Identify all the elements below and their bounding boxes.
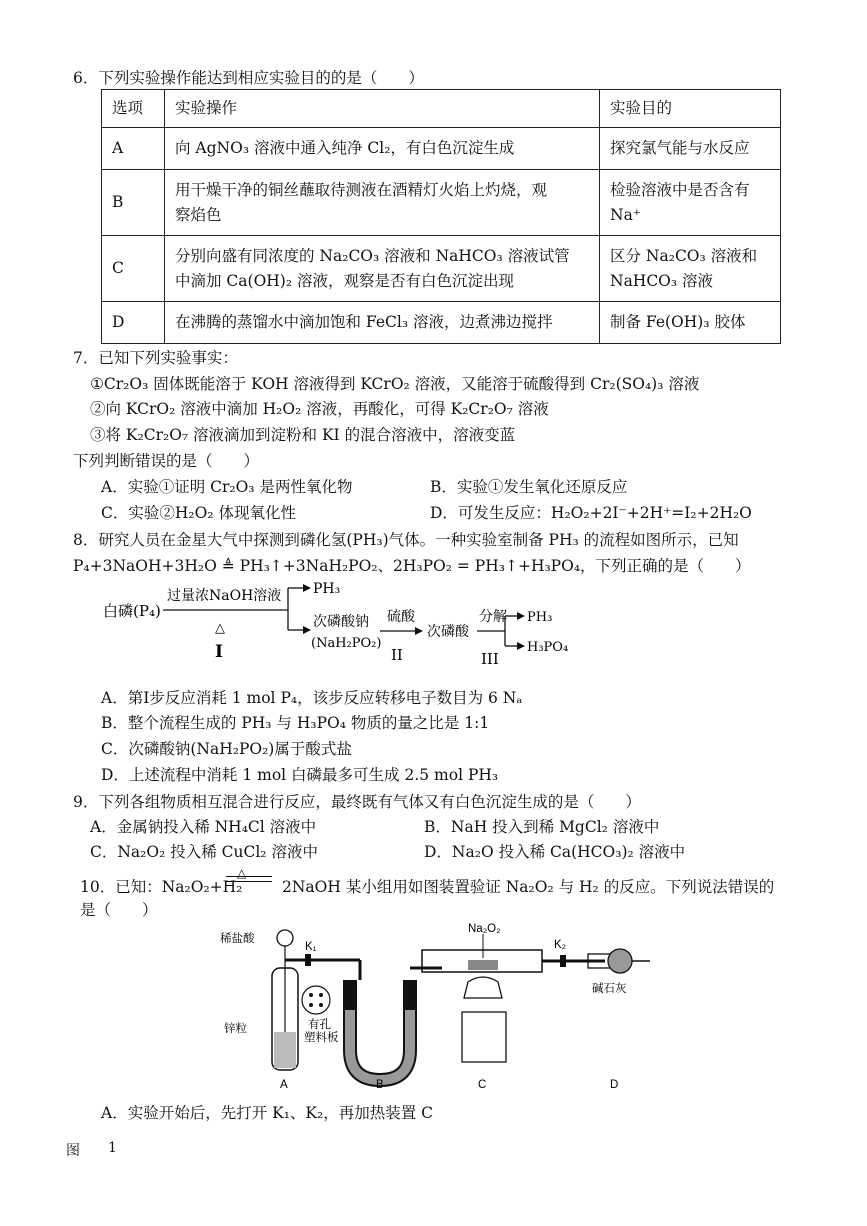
label-zn: 锌粒 — [224, 1023, 247, 1035]
row-option: A — [102, 128, 165, 170]
row-option: D — [102, 302, 165, 344]
row-option: B — [102, 170, 165, 236]
row-aim: 区分 Na₂CO₃ 溶液和 NaHCO₃ 溶液 — [600, 236, 781, 302]
u-tube-b — [350, 980, 410, 1080]
q8-option-b: B．整个流程生成的 PH₃ 与 H₃PO₄ 物质的量之比是 1:1 — [101, 714, 490, 732]
reaction-bar — [226, 881, 272, 882]
q7-ask: 下列判断错误的是（ ） — [73, 452, 260, 470]
reaction-bar — [226, 876, 272, 877]
row-operation: 用干燥干净的铜丝蘸取待测液在酒精灯火焰上灼烧，观 察焰色 — [165, 170, 600, 236]
arrow-head — [303, 626, 311, 634]
q9-option-d: D．Na₂O 投入稀 Ca(HCO₃)₂ 溶液中 — [424, 843, 686, 861]
q7-fact-1: ①Cr₂O₃ 固体既能溶于 KOH 溶液得到 KCrO₂ 溶液，又能溶于硫酸得到 Cr₂(SO₄)₃ 溶液 — [90, 375, 700, 393]
flow-prod2: H₃PO₄ — [527, 640, 569, 655]
valve-k2 — [560, 955, 566, 967]
table-row — [102, 302, 781, 344]
row-option: C — [102, 236, 165, 302]
q10-stem-b: 2NaOH 某小组用如图装置验证 Na₂O₂ 与 H₂ 的反应。下列说法错误的 — [282, 878, 775, 896]
footer-left: 图 — [66, 1143, 80, 1159]
q7-option-c: C．实验②H₂O₂ 体现氧化性 — [101, 504, 296, 522]
q7-fact-2: ②向 KCrO₂ 溶液中滴加 H₂O₂ 溶液，再酸化，可得 K₂Cr₂O₇ 溶液 — [90, 400, 549, 418]
q8-option-c: C．次磷酸钠(NaH₂PO₂)属于酸式盐 — [101, 740, 352, 758]
row-aim: 探究氯气能与水反应 — [600, 128, 781, 170]
label-na2o2: Na₂O₂ — [468, 923, 501, 935]
q8-option-d: D．上述流程中消耗 1 mol 白磷最多可生成 2.5 mol PH₃ — [101, 766, 499, 784]
label-plate-1: 有孔 — [308, 1019, 331, 1031]
table-row — [102, 170, 781, 236]
valve-k1 — [305, 954, 311, 966]
arrow-head — [517, 612, 525, 620]
label-k1: K₁ — [305, 941, 317, 953]
row-aim: 检验溶液中是否含有 Na⁺ — [600, 170, 781, 236]
flow-acid: 次磷酸 — [427, 624, 469, 640]
flow-step2-reagent: 硫酸 — [387, 609, 415, 625]
label-b: B — [376, 1079, 384, 1091]
label-k2: K₂ — [554, 939, 567, 951]
alcohol-lamp — [464, 977, 502, 998]
flow-step2-num: II — [391, 646, 403, 664]
arrow-head — [415, 627, 423, 635]
flow-step3-num: III — [481, 650, 499, 666]
q8-flow-diagram — [95, 574, 615, 666]
q10-cond: △ — [237, 866, 247, 880]
label-hcl: 稀盐酸 — [220, 933, 255, 945]
q6-stem: 6．下列实验操作能达到相应实验目的的是（ ） — [73, 69, 424, 87]
q9-option-c: C．Na₂O₂ 投入稀 CuCl₂ 溶液中 — [90, 843, 318, 861]
arrow-head — [517, 642, 525, 650]
flow-step3-reagent: 分解 — [479, 609, 507, 625]
label-plate-2: 塑料板 — [304, 1032, 339, 1044]
table-header-option: 选项 — [102, 90, 165, 128]
row-operation: 向 AgNO₃ 溶液中通入纯净 Cl₂，有白色沉淀生成 — [165, 128, 600, 170]
wood-block — [462, 1012, 506, 1062]
table-header-operation: 实验操作 — [165, 90, 600, 128]
soda-lime-ball — [608, 949, 632, 973]
label-soda-lime: 碱石灰 — [592, 983, 627, 995]
q10-stem-2: 是（ ） — [80, 901, 158, 919]
q9-option-a: A．金属钠投入稀 NH₄Cl 溶液中 — [90, 818, 317, 836]
liquid-a — [274, 1032, 296, 1068]
row-operation: 在沸腾的蒸馏水中滴加饱和 FeCl₃ 溶液，边煮沸边搅拌 — [165, 302, 600, 344]
table-header-aim: 实验目的 — [600, 90, 781, 128]
flow-mid-formula: (NaH₂PO₂) — [311, 636, 382, 651]
flow-step1-reagent: 过量浓NaOH溶液 — [167, 588, 282, 604]
q9-option-b: B．NaH 投入到稀 MgCl₂ 溶液中 — [424, 818, 660, 836]
table-row — [102, 236, 781, 302]
table-row — [102, 128, 781, 170]
label-a: A — [280, 1079, 288, 1091]
q10-apparatus — [210, 920, 660, 1095]
row-operation: 分别向盛有同浓度的 Na₂CO₃ 溶液和 NaHCO₃ 溶液试管 中滴加 Ca(OH)₂ 溶液，观察是否有白色沉淀出现 — [165, 236, 600, 302]
flow-start: 白磷(P₄) — [103, 602, 161, 620]
q7-option-a: A．实验①证明 Cr₂O₃ 是两性氧化物 — [101, 478, 353, 496]
q7-stem: 7．已知下列实验事实： — [73, 349, 238, 367]
label-c: C — [478, 1079, 487, 1091]
funnel-bulb — [277, 930, 293, 946]
perforated-plate-icon — [302, 986, 330, 1014]
q9-stem: 9．下列各组物质相互混合进行反应，最终既有气体又有白色沉淀生成的是（ ） — [73, 793, 641, 811]
q8-line-1: 8．研究人员在金星大气中探测到磷化氢(PH₃)气体。一种实验室制备 PH₃ 的流程如图所示，已知 — [73, 531, 739, 549]
footer-right: 1 — [108, 1140, 117, 1156]
q8-option-a: A．第I步反应消耗 1 mol P₄，该步反应转移电子数目为 6 Nₐ — [101, 689, 523, 707]
q7-option-d: D．可发生反应：H₂O₂+2I⁻+2H⁺=I₂+2H₂O — [430, 504, 752, 522]
flow-gas1: PH₃ — [313, 581, 341, 597]
flow-step1-num: I — [215, 642, 223, 662]
arrow-head — [303, 584, 311, 592]
q6-table — [101, 89, 781, 344]
flow-mid: 次磷酸钠 — [313, 614, 369, 630]
q10-option-a: A．实验开始后，先打开 K₁、K₂，再加热装置 C — [101, 1104, 433, 1122]
flow-step1-cond: △ — [215, 621, 225, 636]
q10-stem-a: 10．已知：Na₂O₂+H₂ — [80, 878, 243, 896]
label-d: D — [610, 1079, 619, 1091]
q7-fact-3: ③将 K₂Cr₂O₇ 溶液滴加到淀粉和 KI 的混合溶液中，溶液变蓝 — [90, 426, 516, 444]
q8-line-2: P₄+3NaOH+3H₂O ≜ PH₃↑+3NaH₂PO₂、2H₃PO₂ = PH₃↑+H₃PO₄，下列正确的是（ ） — [73, 557, 751, 575]
row-aim: 制备 Fe(OH)₃ 胶体 — [600, 302, 781, 344]
flow-prod1: PH₃ — [527, 610, 553, 625]
q7-option-b: B．实验①发生氧化还原反应 — [430, 478, 628, 496]
na2o2-sample — [468, 960, 498, 970]
